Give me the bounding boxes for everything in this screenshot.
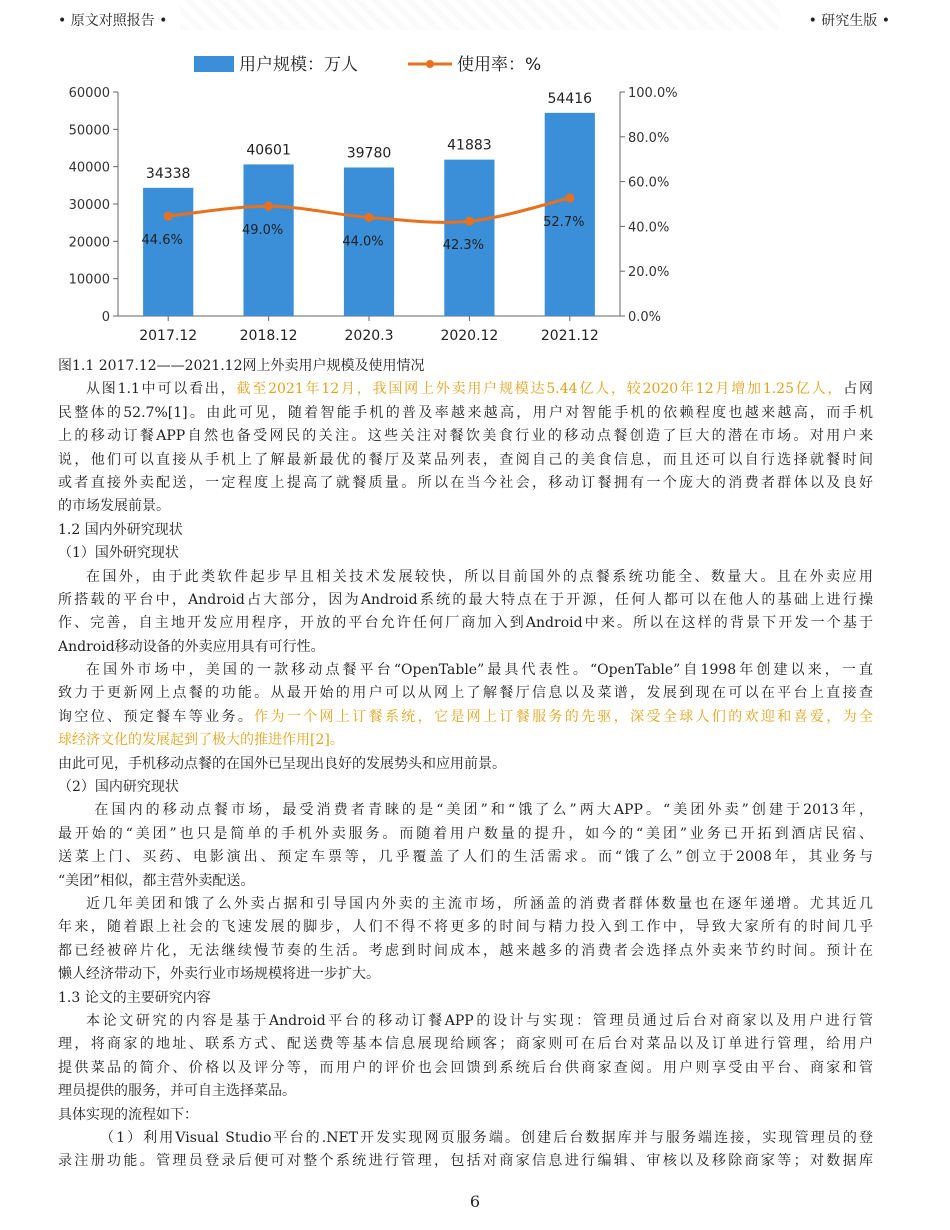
highlighted-text: 截至2021年12月，我国网上外卖用户规模达5.44亿人，较2020年12月增加1.25亿人， [236,381,844,398]
paragraph-line: 上的移动订餐APP自然也备受网民的关注。这些关注对餐饮美食行业的移动点餐创造了巨大的潜在市场。对用户来 [58,428,873,445]
left-axis-tick-label: 0 [101,310,110,325]
user-scale-chart [52,46,692,351]
page-number: 6 [469,1192,481,1211]
highlighted-line: 球经济文化的发展起到了极大的推进作用[2]。 [58,732,344,749]
paragraph-line: 作、完善，自主地开发应用程序，开放的平台允许任何厂商加入到Android中来。所以在这样的背景下开发一个基于 [58,615,873,632]
usage-rate-point [164,212,173,221]
left-axis-tick-label: 60000 [68,86,110,101]
paragraph-line: 录注册功能。管理员登录后便可对整个系统进行管理，包括对商家信息进行编辑、审核以及移除商家等；对数据库 [58,1153,873,1170]
highlighted-text: 作为一个网上订餐系统，它是网上订餐服务的先驱，深受全球人们的欢迎和喜爱，为全 [254,708,873,725]
left-axis-tick-label: 30000 [68,198,110,213]
legend-bar-label: 用户规模：万人 [239,55,358,75]
usage-rate-point [365,213,374,222]
bar [241,164,294,316]
edition-header-label: • 研究生版 • [808,13,890,29]
paragraph-line [58,706,873,729]
usage-rate-point [465,217,474,226]
x-axis-tick-label: 2020.3 [344,328,394,344]
paragraph-line: 提供菜品的简介、价格以及评分等，而用户的评价也会回馈到系统后台供商家查阅。用户则享受由平台、商家和管 [58,1059,873,1076]
legend-line-marker [426,60,434,68]
usage-rate-label: 44.6% [141,233,183,249]
paragraph-line: 本论文研究的内容是基于Android平台的移动订餐APP的设计与实现：管理员通过后台对商家以及用户进行管 [86,1012,873,1029]
paragraph-line: （1）利用Visual Studio平台的.NET开发实现网页服务端。创建后台数据库并与服务端连接，实现管理员的登 [100,1129,873,1146]
paragraph-line [58,378,873,401]
text-run: 占网 [843,381,873,398]
section-heading: 1.2 国内外研究现状 [58,521,183,538]
paragraph-line: 致力于更新网上点餐的功能。从最开始的用户可以从网上了解餐厅信息以及菜谱，发展到现在可以在平台上直接查 [58,685,873,702]
x-axis-tick-label: 2017.12 [139,328,198,344]
right-axis-tick-label: 0.0% [628,310,662,325]
paragraph-line: 的市场发展前景。 [58,498,170,515]
paragraph-line: Android移动设备的外卖应用具有可行性。 [58,638,325,655]
bar [143,188,193,316]
bar-value-label: 39780 [346,145,392,162]
paragraph-line: 懒人经济带动下，外卖行业市场规模将进一步扩大。 [58,966,380,983]
legend-line-label: 使用率：% [457,55,542,75]
x-axis-tick-label: 2018.12 [239,328,298,344]
paragraph-line: “美团”相似，都主营外卖配送。 [58,872,255,889]
bar-value-label: 40601 [246,142,291,159]
header-watermark-band [180,0,780,30]
x-axis-tick-label: 2021.12 [540,328,599,344]
subsection-heading: （1）国外研究现状 [58,545,179,562]
paragraph-line: 民整体的52.7%[1]。由此可见，随着智能手机的普及率越来越高，用户对智能手机的依赖程度也越来越高，而手机 [58,404,873,421]
left-axis-tick-label: 10000 [68,272,110,288]
usage-rate-label: 42.3% [442,238,485,254]
bar-value-label: 54416 [547,90,593,107]
report-body [58,355,873,1174]
right-axis-tick-label: 60.0% [628,175,670,191]
paragraph-line: 所搭载的平台中，Android占大部分，因为Android系统的最大特点在于开源，任何人都可以在他人的基础上进行操 [58,591,873,608]
section-heading: 1.3 论文的主要研究内容 [58,989,211,1006]
legend-bar-swatch [194,56,234,72]
bar-value-label: 34338 [145,165,191,182]
paragraph-line: 在国外市场中，美国的一款移动点餐平台“OpenTable”最具代表性。“OpenTable”自1998年创建以来，一直 [86,662,873,679]
left-axis-tick-label: 20000 [68,235,110,251]
usage-rate-point [565,193,574,202]
paragraph-line: 说，他们可以直接从手机上了解最新最优的餐厅及菜品列表，查阅自己的美食信息，而且还可以自行选择就餐时间 [58,451,873,468]
paragraph-line: 理员提供的服务，并可自主选择菜品。 [58,1083,296,1100]
text-run: 从图1.1中可以看出， [86,381,237,398]
paragraph-line: 理，将商家的地址、联系方式、配送费等基本信息展现给顾客；商家则可在后台对菜品以及订单进行管理，给用户 [58,1036,873,1053]
usage-rate-label: 52.7% [543,214,585,230]
usage-rate-point [264,202,273,211]
usage-rate-label: 49.0% [241,223,284,239]
subsection-heading: （2）国内研究现状 [58,779,179,796]
right-axis-tick-label: 20.0% [628,265,670,281]
right-axis-tick-label: 80.0% [628,130,670,146]
paragraph-line: 近几年美团和饿了么外卖占据和引导国内外卖的主流市场，所涵盖的消费者群体数量也在逐年递增。尤其近几 [86,895,873,912]
text-run: 询空位、预定餐车等业务。 [58,708,255,725]
paragraph-line: 由此可见，手机移动点餐的在国外已呈现出良好的发展势头和应用前景。 [58,755,506,772]
paragraph-line: 在国内的移动点餐市场，最受消费者青睐的是“美团”和“饿了么”两大APP。“美团外卖”创建于2013年， [94,802,873,819]
figure-caption: 图1.1 2017.12——2021.12网上外卖用户规模及使用情况 [58,358,425,374]
report-header-label: • 原文对照报告 • [58,13,168,29]
right-axis-tick-label: 100.0% [628,86,678,101]
left-axis-tick-label: 50000 [68,123,110,139]
paragraph-line: 最开始的“美团”也只是简单的手机外卖服务。而随着用户数量的提升，如今的“美团”业务已开拓到酒店民宿、 [58,825,873,842]
usage-rate-label: 44.0% [342,234,384,250]
left-axis-tick-label: 40000 [68,160,110,176]
paragraph-line: 具体实现的流程如下： [58,1106,198,1123]
paragraph-line: 都已经被碎片化，无法继续慢节奏的生活。考虑到时间成本，越来越多的消费者会选择点外卖来节约时间。预计在 [58,942,873,959]
paragraph-line: 在国外，由于此类软件起步早且相关技术发展较快，所以目前国外的点餐系统功能全、数量大。且在外卖应用 [86,568,873,585]
paragraph-line: 送菜上门、买药、电影演出、预定车票等，几乎覆盖了人们的生活需求。而“饿了么”创立于2008年，其业务与 [58,849,873,866]
paragraph-line: 年来，随着跟上社会的飞速发展的脚步，人们不得不将更多的时间与精力投入到工作中，导致大家所有的时间几乎 [58,919,873,936]
bar-value-label: 41883 [447,137,492,154]
right-axis-tick-label: 40.0% [628,220,670,236]
paragraph-line: 或者直接外卖配送，一定程度上提高了就餐质量。所以在当今社会，移动订餐拥有一个庞大的消费者群体以及良好 [58,474,873,491]
x-axis-tick-label: 2020.12 [440,328,499,344]
